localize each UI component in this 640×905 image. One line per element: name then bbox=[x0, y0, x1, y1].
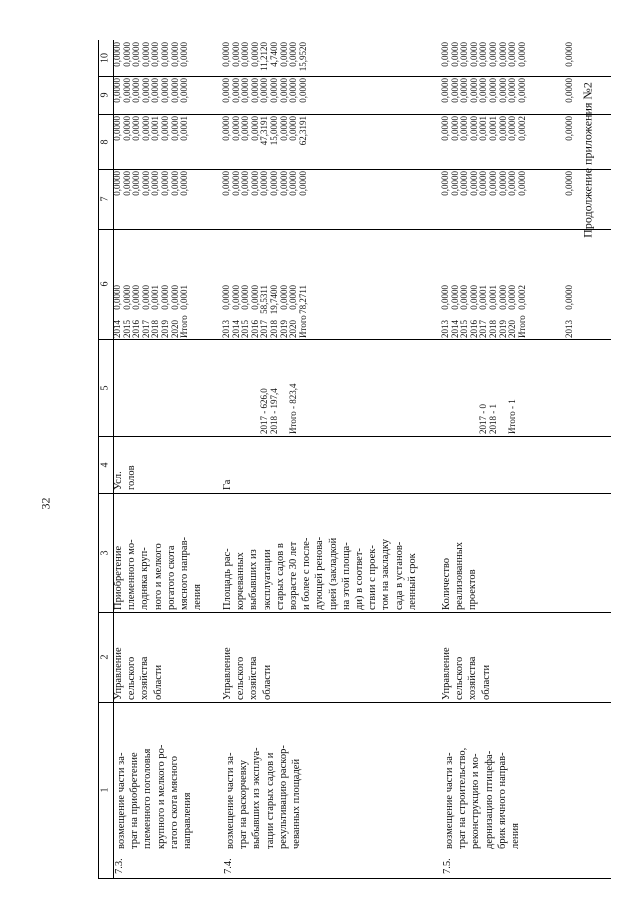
indicator-line: Площадь рас- bbox=[222, 548, 233, 610]
value-c7: 0,0000 bbox=[169, 171, 180, 196]
year-label: Итого bbox=[179, 315, 190, 338]
value-c6: 19,7400 bbox=[269, 285, 279, 315]
value-c9: 0,0000 bbox=[179, 78, 190, 103]
value-c10: 0,0000 bbox=[169, 42, 180, 67]
value-c10: 0,0000 bbox=[478, 42, 489, 67]
value-c10: 0,0000 bbox=[140, 42, 151, 67]
year-label: 2019 bbox=[497, 320, 508, 338]
value-c9: 0,0000 bbox=[150, 78, 161, 103]
executor-line: сельского bbox=[235, 656, 247, 700]
value-c7: 0,0000 bbox=[478, 171, 489, 196]
value-c10: 0,0000 bbox=[179, 42, 190, 67]
column-number: 10 bbox=[99, 53, 111, 63]
year-label: 2015 bbox=[240, 320, 251, 338]
executor-line: сельского bbox=[454, 656, 466, 700]
value-c7: 0,0000 bbox=[297, 171, 308, 196]
value-c9: 0,0000 bbox=[131, 78, 142, 103]
value-c7: 0,0000 bbox=[497, 171, 508, 196]
value-c7: 0,0000 bbox=[221, 171, 231, 196]
value-c8: 0,0000 bbox=[440, 116, 450, 141]
value-c7: 0,0000 bbox=[488, 171, 498, 196]
value-c6: 0,0000 bbox=[507, 285, 518, 310]
value-c6: 0,0000 bbox=[221, 285, 231, 310]
measure-name-line: дернизацию птицефа- bbox=[483, 750, 495, 849]
executor-line: области bbox=[480, 664, 492, 700]
value-c9: 0,0000 bbox=[288, 78, 299, 103]
value-c9: 0,0000 bbox=[278, 78, 289, 103]
value-c7: 0,0000 bbox=[516, 171, 527, 196]
column-number: 2 bbox=[99, 654, 111, 660]
unit-line: Га bbox=[222, 479, 233, 490]
year-label: 2016 bbox=[468, 320, 479, 338]
value-c10: 0,0000 bbox=[121, 42, 132, 67]
value-c7: 0,0000 bbox=[249, 171, 260, 196]
value-c9: 0,0000 bbox=[160, 78, 170, 103]
value-c10: 0,0000 bbox=[240, 42, 251, 67]
measure-name-line: реконструкцию и мо- bbox=[470, 753, 482, 849]
year-label: 2017 bbox=[140, 320, 151, 338]
indicator-line: старых садов в bbox=[274, 543, 286, 610]
value-c8: 0,0000 bbox=[507, 116, 518, 141]
value-c7: 0,0000 bbox=[140, 171, 151, 196]
indicator-line: выбывших из bbox=[248, 549, 260, 610]
value-c10: 15,9520 bbox=[297, 42, 308, 72]
value-c10: 0,0000 bbox=[278, 42, 289, 67]
value-c10: 0,0000 bbox=[497, 42, 508, 67]
year-label: 2015 bbox=[121, 320, 132, 338]
value-c6: 0,0000 bbox=[112, 285, 122, 310]
measure-name-line: брик яичного направ- bbox=[496, 752, 508, 849]
value-c8: 0,0000 bbox=[112, 116, 122, 141]
indicator-line: ди) в соответ- bbox=[354, 548, 365, 610]
year-label: 2017 bbox=[259, 320, 270, 338]
value-c6: 0,0001 bbox=[478, 285, 489, 310]
value-c8: 0,0001 bbox=[150, 116, 161, 141]
value-c8: 0,0000 bbox=[160, 116, 170, 141]
indicator-line: на этой площа- bbox=[340, 542, 352, 610]
measure-name-line: трат на строительство, bbox=[457, 747, 469, 849]
year-label: 2018 bbox=[488, 320, 498, 338]
value-c7: 0,0000 bbox=[459, 171, 470, 196]
value-c9: 0,0000 bbox=[121, 78, 132, 103]
page-number: 32 bbox=[38, 497, 53, 510]
value-c6: 0,0001 bbox=[179, 285, 190, 310]
value-c10: 0,0000 bbox=[249, 42, 260, 67]
value-c10: 0,0000 bbox=[516, 42, 527, 67]
value-c10: 0,0000 bbox=[112, 42, 122, 67]
row-number: 7.3. bbox=[114, 858, 125, 874]
indicator-line: дующей ренова- bbox=[314, 536, 326, 610]
executor-line: Управление bbox=[222, 647, 233, 700]
value-c8: 62,3191 bbox=[297, 116, 308, 146]
year-label: 2014 bbox=[230, 320, 241, 338]
value-c7: 0,0000 bbox=[160, 171, 170, 196]
plan-value: Итого - 823,4 bbox=[288, 383, 299, 434]
value-c6: 0,0000 bbox=[121, 285, 132, 310]
value-c10: 0,0000 bbox=[131, 42, 142, 67]
value-c8: 0,0000 bbox=[230, 116, 241, 141]
value-c7: 0,0000 bbox=[288, 171, 299, 196]
appendix-note-text: Продолжение приложения №2 bbox=[580, 82, 595, 238]
value-c10: 0,0000 bbox=[221, 42, 231, 67]
executor-line: сельского bbox=[126, 656, 138, 700]
indicator-line: эксплуатации bbox=[261, 549, 273, 610]
value-c6: 0,0000 bbox=[449, 285, 460, 310]
indicator-line: ного и мелкого bbox=[152, 543, 164, 610]
value-c8: 0,0000 bbox=[468, 116, 479, 141]
value-c9: 0,0000 bbox=[221, 78, 231, 103]
value-c8: 0,0000 bbox=[169, 116, 180, 141]
value-c9: 0,0000 bbox=[240, 78, 251, 103]
measure-name-line: рекультивацию раскор- bbox=[277, 745, 289, 849]
value-c6: 0,0000 bbox=[278, 285, 289, 310]
value-c9: 0,0000 bbox=[468, 78, 479, 103]
value-c7: 0,0000 bbox=[121, 171, 132, 196]
indicator-line: ствии с проек- bbox=[367, 545, 379, 610]
indicator-line: том на закладку bbox=[380, 538, 392, 610]
executor-line: хозяйства bbox=[467, 656, 479, 700]
plan-value: 2017 - 0 bbox=[478, 404, 489, 434]
value-c9: 0,0000 bbox=[169, 78, 180, 103]
value-c10: 0,0000 bbox=[150, 42, 161, 67]
value-c8: 15,0000 bbox=[269, 116, 279, 146]
plan-value: 2017 - 626,0 bbox=[259, 388, 270, 434]
value-c9: 0,0000 bbox=[140, 78, 151, 103]
measure-name-line: трат на раскорчевку bbox=[238, 760, 250, 849]
measure-name-line: тации старых садов и bbox=[264, 752, 276, 849]
value-c8: 0,0000 bbox=[221, 116, 231, 141]
plan-value: 2018 - 197,4 bbox=[269, 388, 279, 434]
unit-line: голов bbox=[126, 465, 138, 490]
value-c10: 4,7400 bbox=[269, 42, 279, 67]
value-c10: 0,0000 bbox=[488, 42, 498, 67]
column-number: 6 bbox=[99, 281, 111, 287]
value-c10: 0,0000 bbox=[160, 42, 170, 67]
value-c10: 0,0000 bbox=[459, 42, 470, 67]
executor-line: Управление bbox=[441, 647, 452, 700]
value-c8: 0,0001 bbox=[478, 116, 489, 141]
value-c9: 0,0000 bbox=[459, 78, 470, 103]
plan-value: Итого - 1 bbox=[507, 399, 518, 434]
indicator-line: рогатого скота bbox=[165, 545, 177, 610]
value-c6: 0,0001 bbox=[488, 285, 498, 310]
measure-name-line: возмещение части за- bbox=[116, 752, 127, 849]
value-c8: 0,0000 bbox=[449, 116, 460, 141]
indicator-line: проектов bbox=[467, 569, 479, 610]
year-label: 2018 bbox=[269, 320, 279, 338]
value-c7: 0,0000 bbox=[440, 171, 450, 196]
value-c9: 0,0000 bbox=[269, 78, 279, 103]
value-c10: 11,2120 bbox=[259, 42, 270, 71]
year-label: Итого bbox=[516, 315, 527, 338]
executor-line: Управление bbox=[113, 647, 124, 700]
year-label: 2014 bbox=[112, 320, 122, 338]
value-c7: 0,0000 bbox=[112, 171, 122, 196]
year-label: 2013 bbox=[221, 320, 231, 338]
value-c8: 0,0000 bbox=[140, 116, 151, 141]
value-c8: 0,0000 bbox=[288, 116, 299, 141]
value-c6: 0,0000 bbox=[169, 285, 180, 310]
value-c6: 0,0000 bbox=[288, 285, 299, 310]
year-label: 2020 bbox=[507, 320, 518, 338]
value-c9: 0,0000 bbox=[259, 78, 270, 103]
value-c7: 0,0000 bbox=[269, 171, 279, 196]
value-c9: 0,0000 bbox=[230, 78, 241, 103]
indicator-line: и более с после- bbox=[301, 537, 313, 610]
executor-line: области bbox=[152, 664, 164, 700]
indicator-line: цией (закладкой bbox=[327, 537, 339, 610]
indicator-line: сада в установ- bbox=[393, 541, 405, 610]
unit-line: Усл. bbox=[113, 471, 124, 490]
value-c10: 0,0000 bbox=[288, 42, 299, 67]
measure-name-line: возмещение части за- bbox=[225, 752, 236, 849]
indicator-line: Количество bbox=[441, 557, 452, 610]
year-label: Итого bbox=[297, 315, 308, 338]
value-c6: 0,0000 bbox=[497, 285, 508, 310]
executor-line: области bbox=[261, 664, 273, 700]
indicator-line: племенного мо- bbox=[126, 539, 138, 610]
measure-name-line: гатого скота мясного bbox=[168, 756, 180, 849]
measure-name-line: трат на приобретение bbox=[129, 752, 141, 849]
measure-name-line: выбывших из эксплуа- bbox=[251, 747, 263, 849]
value-c8: 0,0000 bbox=[564, 116, 574, 141]
value-c7: 0,0000 bbox=[240, 171, 251, 196]
value-c9: 0,0000 bbox=[516, 78, 527, 103]
value-c9: 0,0000 bbox=[249, 78, 260, 103]
value-c6: 0,0000 bbox=[459, 285, 470, 310]
indicator-line: лодняка круп- bbox=[139, 547, 151, 610]
year-label: 2019 bbox=[278, 320, 289, 338]
executor-line: хозяйства bbox=[248, 656, 260, 700]
value-c9: 0,0000 bbox=[440, 78, 450, 103]
value-c9: 0,0000 bbox=[297, 78, 308, 103]
year-label: 2020 bbox=[169, 320, 180, 338]
year-label: 2018 bbox=[150, 320, 161, 338]
value-c7: 0,0000 bbox=[150, 171, 161, 196]
column-number: 3 bbox=[99, 550, 111, 555]
year-label: 2013 bbox=[440, 320, 450, 338]
value-c9: 0,0000 bbox=[478, 78, 489, 103]
measure-name-line: ления bbox=[510, 823, 521, 849]
indicator-line: ления bbox=[192, 584, 204, 610]
year-label: 2014 bbox=[449, 320, 460, 338]
value-c7: 0,0000 bbox=[179, 171, 190, 196]
value-c6: 0,0000 bbox=[230, 285, 241, 310]
value-c7: 0,0000 bbox=[230, 171, 241, 196]
year-label: 2016 bbox=[249, 320, 260, 338]
measure-name-line: крупного и мелкого ро- bbox=[155, 744, 167, 849]
value-c9: 0,0000 bbox=[112, 78, 122, 103]
value-c6: 58,5311 bbox=[259, 285, 270, 314]
value-c9: 0,0000 bbox=[564, 78, 574, 103]
value-c8: 0,0001 bbox=[488, 116, 498, 141]
year-label: 2017 bbox=[478, 320, 489, 338]
value-c6: 0,0002 bbox=[516, 285, 527, 310]
value-c8: 0,0002 bbox=[516, 116, 527, 141]
value-c10: 0,0000 bbox=[507, 42, 518, 67]
value-c6: 0,0000 bbox=[131, 285, 142, 310]
value-c8: 0,0001 bbox=[179, 116, 190, 141]
measure-name-line: направления bbox=[182, 792, 193, 849]
row-number: 7.5. bbox=[442, 858, 453, 874]
indicator-line: корчеванных bbox=[235, 552, 247, 610]
plan-value: 2018 - 1 bbox=[488, 404, 498, 434]
value-c7: 0,0000 bbox=[131, 171, 142, 196]
value-c6: 0,0001 bbox=[150, 285, 161, 310]
indicator-line: возрасте 30 лет bbox=[288, 541, 299, 610]
value-c6: 0,0000 bbox=[440, 285, 450, 310]
value-c8: 0,0000 bbox=[240, 116, 251, 141]
value-c8: 0,0000 bbox=[278, 116, 289, 141]
executor-line: хозяйства bbox=[139, 656, 151, 700]
value-c7: 0,0000 bbox=[259, 171, 270, 196]
year-label: 2016 bbox=[131, 320, 142, 338]
value-c6: 0,0000 bbox=[249, 285, 260, 310]
value-c6: 0,0000 bbox=[564, 285, 574, 310]
indicator-line: реализованных bbox=[454, 541, 466, 610]
year-label: 2013 bbox=[564, 320, 574, 338]
measure-name-line: племенного поголовья bbox=[142, 748, 154, 849]
year-label: 2019 bbox=[160, 320, 170, 338]
measure-name-line: возмещение части за- bbox=[444, 752, 455, 849]
value-c7: 0,0000 bbox=[449, 171, 460, 196]
value-c9: 0,0000 bbox=[497, 78, 508, 103]
column-number: 5 bbox=[99, 385, 111, 390]
value-c9: 0,0000 bbox=[488, 78, 498, 103]
value-c7: 0,0000 bbox=[564, 171, 574, 196]
value-c10: 0,0000 bbox=[440, 42, 450, 67]
column-number: 9 bbox=[99, 92, 111, 98]
measure-name-line: чеванных площадей bbox=[291, 758, 302, 849]
year-label: 2015 bbox=[459, 320, 470, 338]
column-number: 8 bbox=[99, 139, 111, 144]
value-c8: 0,0000 bbox=[249, 116, 260, 141]
value-c8: 0,0000 bbox=[497, 116, 508, 141]
value-c6: 0,0000 bbox=[468, 285, 479, 310]
value-c10: 0,0000 bbox=[468, 42, 479, 67]
value-c6: 78,2711 bbox=[297, 285, 308, 314]
value-c10: 0,0000 bbox=[230, 42, 241, 67]
value-c7: 0,0000 bbox=[507, 171, 518, 196]
value-c6: 0,0000 bbox=[240, 285, 251, 310]
value-c8: 0,0000 bbox=[459, 116, 470, 141]
value-c9: 0,0000 bbox=[507, 78, 518, 103]
value-c7: 0,0000 bbox=[468, 171, 479, 196]
value-c8: 0,0000 bbox=[131, 116, 142, 141]
value-c7: 0,0000 bbox=[278, 171, 289, 196]
value-c8: 0,0000 bbox=[121, 116, 132, 141]
value-c8: 47,3191 bbox=[259, 116, 270, 146]
row-number: 7.4. bbox=[223, 858, 234, 874]
value-c6: 0,0000 bbox=[140, 285, 151, 310]
column-number: 4 bbox=[99, 462, 111, 467]
indicator-line: ленный срок bbox=[406, 553, 418, 610]
year-label: 2020 bbox=[288, 320, 299, 338]
value-c10: 0,0000 bbox=[564, 42, 574, 67]
value-c9: 0,0000 bbox=[449, 78, 460, 103]
column-number: 7 bbox=[99, 196, 111, 202]
indicator-line: Приобретение bbox=[113, 545, 124, 610]
column-number: 1 bbox=[99, 787, 111, 793]
indicator-line: мясного направ- bbox=[179, 536, 190, 610]
value-c6: 0,0000 bbox=[160, 285, 170, 310]
value-c10: 0,0000 bbox=[449, 42, 460, 67]
